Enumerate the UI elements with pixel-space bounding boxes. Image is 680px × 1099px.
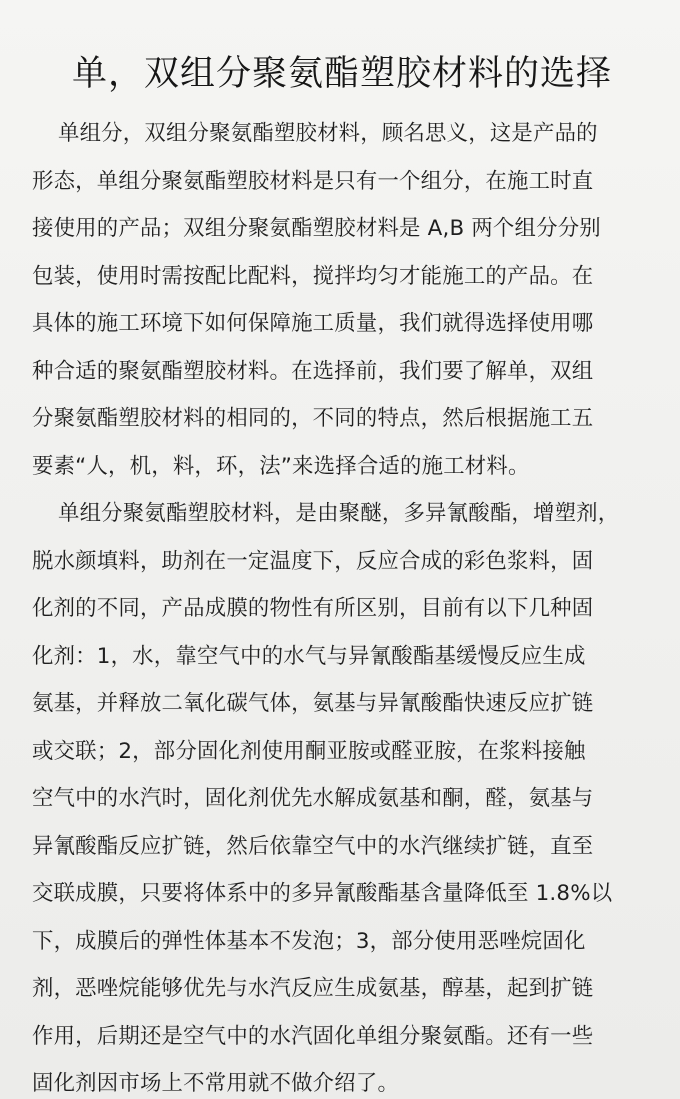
- paragraph-line: 接使用的产品；双组分聚氨酯塑胶材料是 A,B 两个组分分别: [32, 216, 601, 241]
- paragraph-line: 具体的施工环境下如何保障施工质量，我们就得选择使用哪: [32, 311, 594, 336]
- paragraph-line: 剂，恶唑烷能够优先与水汽反应生成氨基，醇基，起到扩链: [32, 976, 594, 1001]
- paragraph-2: [32, 490, 652, 1099]
- paragraph-line: 化剂的不同，产品成膜的物性有所区别，目前有以下几种固: [32, 596, 594, 621]
- paragraph-line: 脱水颜填料，助剂在一定温度下，反应合成的彩色浆料，固: [32, 548, 594, 574]
- document-title: 单，双组分聚氨酯塑胶材料的选择: [71, 54, 612, 94]
- paragraph-line: 固化剂因市场上不常用就不做介绍了。: [32, 1071, 400, 1096]
- paragraph-line: 异氰酸酯反应扩链，然后依靠空气中的水汽继续扩链，直至: [32, 833, 594, 859]
- paragraph-line: 交联成膜，只要将体系中的多异氰酸酯基含量降低至 1.8%以: [32, 881, 613, 906]
- paragraph-line: 或交联；2，部分固化剂使用酮亚胺或醛亚胺，在浆料接触: [32, 738, 586, 764]
- paragraph-line: 单组分聚氨酯塑胶材料，是由聚醚，多异氰酸酯，增塑剂，: [58, 501, 620, 526]
- paragraph-line: 分聚氨酯塑胶材料的相同的，不同的特点，然后根据施工五: [32, 406, 594, 431]
- paragraph-line: 空气中的水汽时，固化剂优先水解成氨基和酮，醛，氨基与: [32, 786, 594, 811]
- paragraph-line: 要素“人，机，料，环，法”来选择合适的施工材料。: [32, 453, 530, 479]
- paragraph-line: 下，成膜后的弹性体基本不发泡；3，部分使用恶唑烷固化: [32, 928, 586, 954]
- paragraph-line: 作用，后期还是空气中的水汽固化单组分聚氨酯。还有一些: [32, 1023, 594, 1049]
- paragraph-line: 种合适的聚氨酯塑胶材料。在选择前，我们要了解单，双组: [32, 358, 594, 384]
- paragraph-line: 氨基，并释放二氧化碳气体，氨基与异氰酸酯快速反应扩链: [32, 691, 594, 716]
- paragraph-1: [32, 110, 652, 490]
- paragraph-line: 化剂：1，水，靠空气中的水气与异氰酸酯基缓慢反应生成: [32, 643, 586, 669]
- paragraph-line: 形态，单组分聚氨酯塑胶材料是只有一个组分，在施工时直: [32, 168, 594, 194]
- paragraph-line: 单组分，双组分聚氨酯塑胶材料，顾名思义，这是产品的: [58, 121, 598, 146]
- paragraph-line: 包装，使用时需按配比配料，搅拌均匀才能施工的产品。在: [32, 263, 594, 289]
